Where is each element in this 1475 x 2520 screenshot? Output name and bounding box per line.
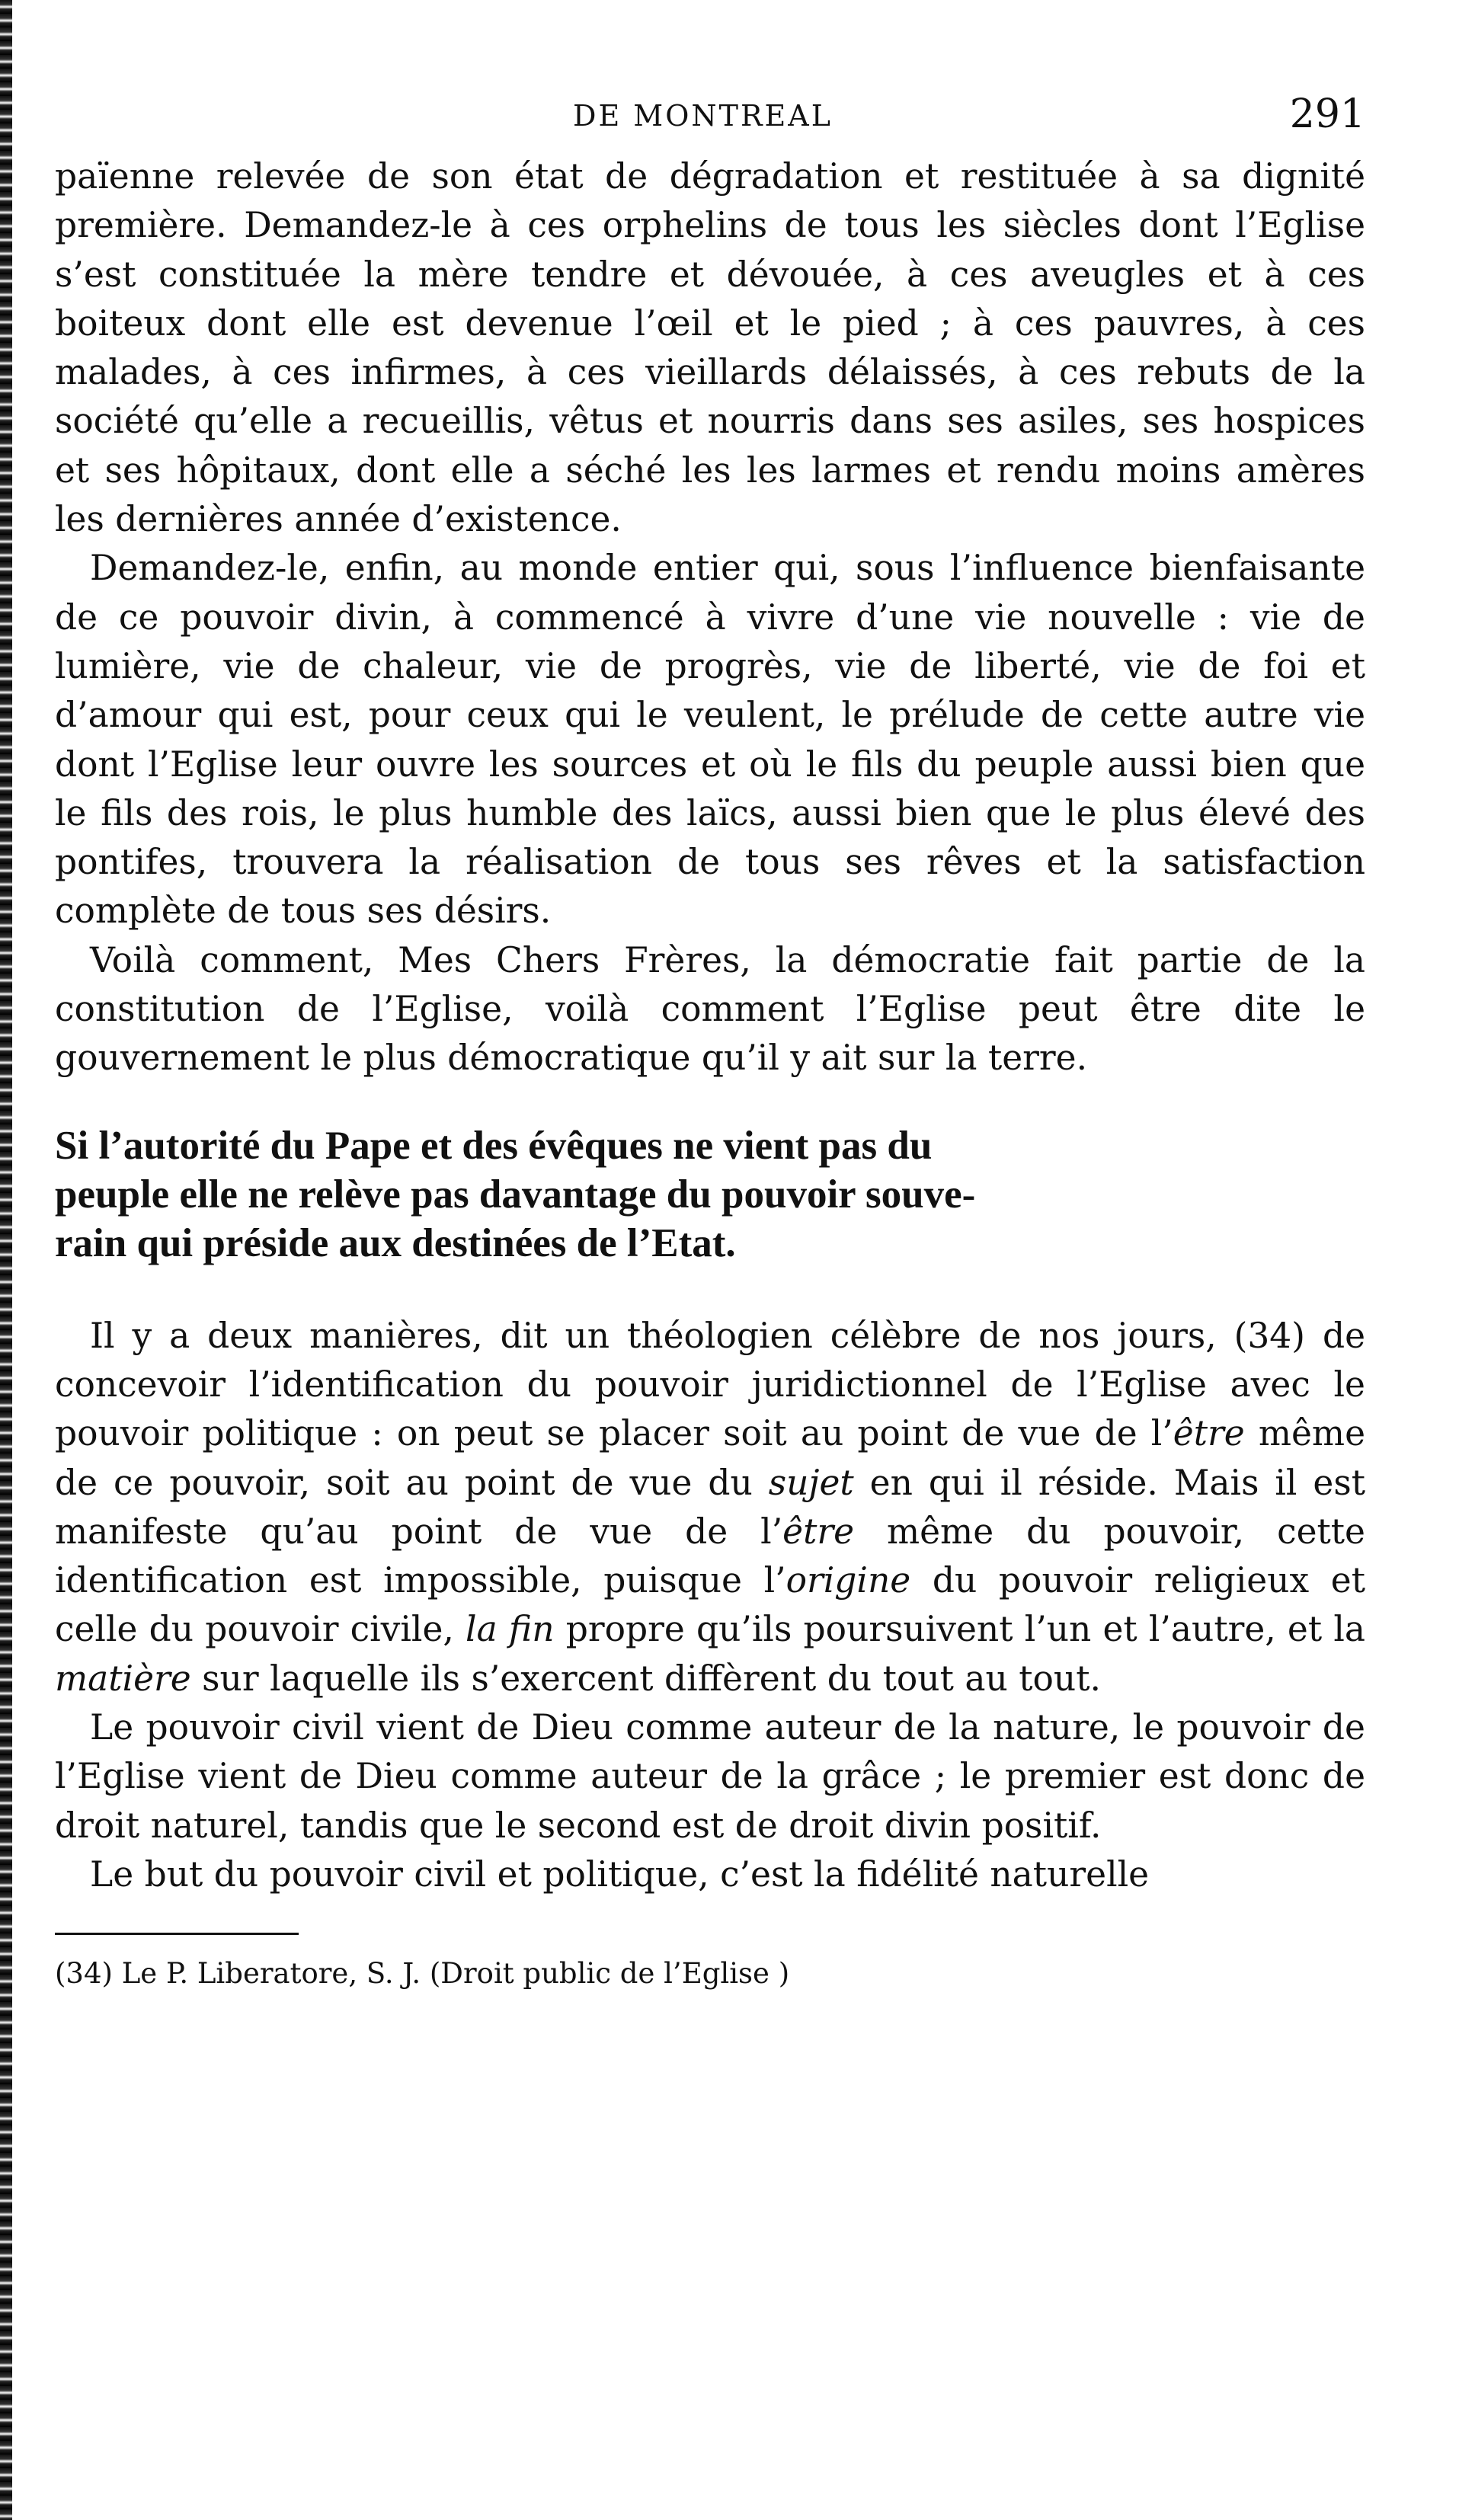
paragraph: Le but du pouvoir civil et politique, c’est la fidélité naturelle <box>90 1853 1150 1895</box>
paragraph: Demandez-le, enfin, au monde entier qui, sous l’influence bienfaisante de ce pouvoir divin, à commencé à vivre d’une vie nouvelle : vie de lumière, vie de chaleur, vie de progrès, vie de liberté, vie de foi et d’amour qui est, pour ceux qui le veulent, le prélude de cette autre vie dont l’Eglise leur ouvre les sources et où le fils du peuple aussi bien que le fils des rois, le plus humble des laïcs, aussi bien que le plus élevé des pontifes, trouvera la réalisation de tous ses rêves et la satisfaction complète de tous ses désirs. <box>55 548 1365 932</box>
paragraph-text: même de ce pouvoir, soit au point de vue du <box>55 1413 1365 1503</box>
paragraph-text: sur laquelle ils s’exercent diffèrent du tout au tout. <box>190 1658 1101 1699</box>
italic-term: être <box>1173 1413 1245 1454</box>
body-text <box>55 152 1365 1083</box>
italic-term: matière <box>55 1658 191 1699</box>
paragraph: païenne relevée de son état de dégradation et restituée à sa dignité première. Demandez-le à ces orphelins de tous les siècles dont l’Eglise s’est constituée la mère tendre et dévouée, à ces aveugles et à ces boiteux dont elle est devenue l’œil et le pied ; à ces pauvres, à ces malades, à ces infirmes, à ces vieillards délaissés, à ces rebuts de la société qu’elle a recueillis, vêtus et nourris dans ses asiles, ses hospices et ses hôpitaux, dont elle a séché les les larmes et rendu moins amères les dernières année d’existence. <box>55 156 1365 540</box>
heading-line: rain qui préside aux destinées de l’Etat. <box>55 1220 736 1265</box>
paragraph: Le pouvoir civil vient de Dieu comme auteur de la nature, le pouvoir de l’Eglise vient de Dieu comme auteur de la grâce ; le premier est donc de droit naturel, tandis que le second est de droit divin positif. <box>55 1707 1365 1846</box>
heading-line: peuple elle ne relève pas davantage du pouvoir souve- <box>55 1172 976 1217</box>
footnote: (34) Le P. Liberatore, S. J. (Droit public de l’Eglise ) <box>55 1957 790 1991</box>
italic-term: être <box>782 1511 855 1552</box>
paragraph-text: propre qu’ils poursuivent l’un et l’autre, et la <box>554 1609 1365 1650</box>
italic-term: la fin <box>466 1609 555 1650</box>
running-header <box>55 91 1365 152</box>
italic-term: sujet <box>768 1462 854 1503</box>
heading-line: Si l’autorité du Pape et des évêques ne vient pas du <box>55 1123 933 1168</box>
footnote-rule <box>55 1933 299 1935</box>
italic-term: origine <box>785 1560 911 1601</box>
paragraph: Voilà comment, Mes Chers Frères, la démocratie fait partie de la constitution de l’Eglise, voilà comment l’Eglise peut être dite le gouvernement le plus démocratique qu’il y ait sur la terre. <box>55 939 1365 1079</box>
paragraph-text: même du pouvoir, cette identification est impossible, puisque l’ <box>55 1511 1365 1601</box>
section-heading <box>55 1121 1365 1268</box>
running-title: DE MONTREAL <box>573 99 833 133</box>
page-number: 291 <box>1289 91 1365 137</box>
section-body-text <box>55 1312 1365 1900</box>
paragraph-text: Il y a deux manières, dit un théologien célèbre de nos jours, (34) de concevoir l’identification du pouvoir juridictionnel de l’Eglise avec le pouvoir politique : on peut se placer soit au point de vue de l’ <box>55 1315 1365 1454</box>
binding-edge <box>0 0 12 2520</box>
paragraph <box>55 1312 1365 1703</box>
paragraph-text: du pouvoir religieux et celle du pouvoir civile, <box>55 1560 1365 1650</box>
paragraph-text: en qui il réside. Mais il est manifeste qu’au point de vue de l’ <box>55 1462 1365 1552</box>
book-page <box>55 91 1365 1993</box>
